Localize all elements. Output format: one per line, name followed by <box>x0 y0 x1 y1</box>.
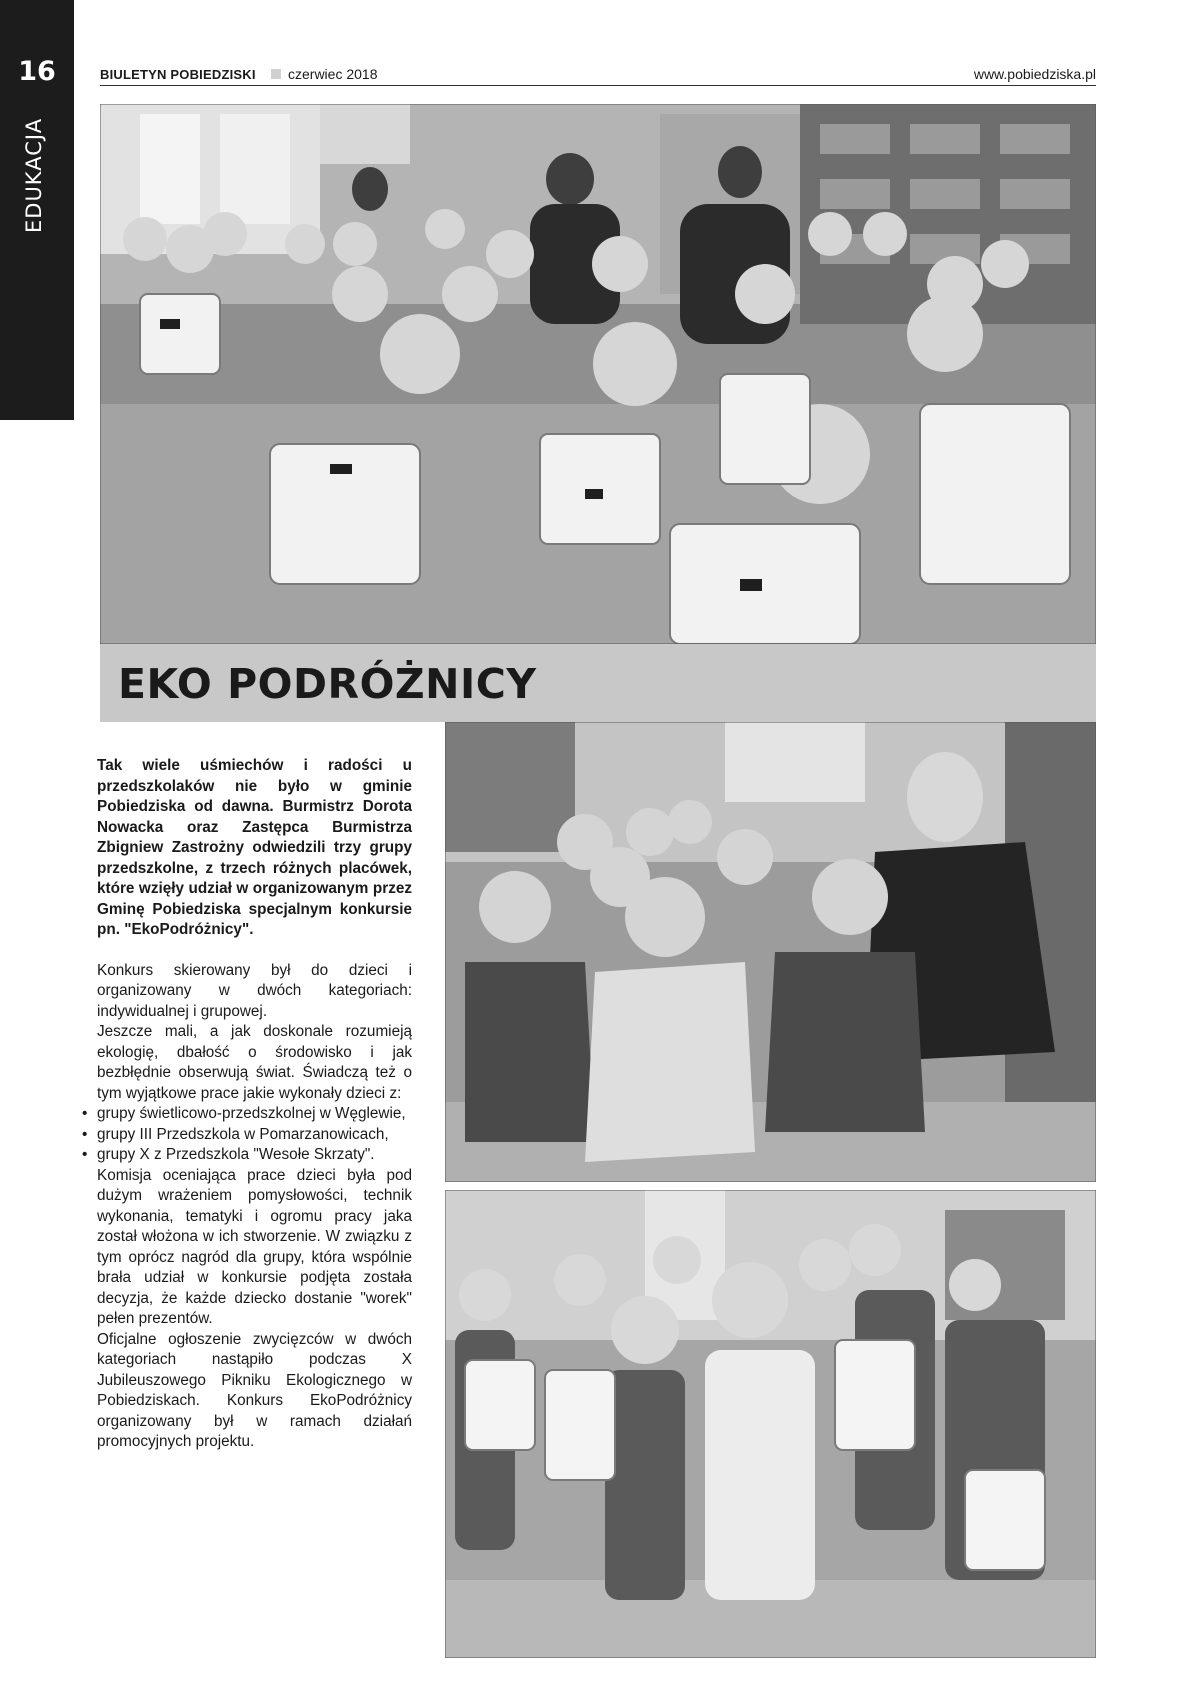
website-url: www.pobiedziska.pl <box>973 66 1096 82</box>
article-paragraph: Konkurs skierowany był do dzieci i organizowany w dwóch kategoriach: indywidualnej i grupowej. <box>97 961 412 1020</box>
list-item: • grupy X z Przedszkola "Wesołe Skrzaty". <box>97 1145 412 1166</box>
article-paragraph: Oficjalne ogłoszenie zwycięzców w dwóch kategoriach nastąpiło podczas X Jubileuszowego Pikniku Ekologicznego w Pobiedziskach. Konkurs EkoPodróżnicy organizowany był w ramach działań promocyjnych projektu. <box>97 1330 412 1450</box>
photo-children-standing <box>445 1190 1096 1658</box>
photo-children-with-deputy-mayor <box>445 722 1096 1182</box>
title-band <box>100 644 1096 722</box>
article-lead: Tak wiele uśmiechów i radości u przedszkolaków nie było w gminie Pobiedziska od dawna. Burmistrz Dorota Nowacka oraz Zastępca Burmistrza Zbigniew Zastrożny odwiedzili trzy grupy przedszkolne, z trzech różnych placówek, które wzięły udział w organizowanym przez Gminę Pobiedziska specjalnym konkursie pn. "EkoPodróżnicy". <box>97 757 412 938</box>
list-item: • grupy świetlicowo-przedszkolnej w Węglewie, <box>97 1104 412 1125</box>
section-sidebar <box>0 0 74 420</box>
list-item: • grupy III Przedszkola w Pomarzanowicach, <box>97 1125 412 1146</box>
article-paragraph: Jeszcze mali, a jak doskonale rozumieją ekologię, dbałość o środowisko i jak bezbłędnie obserwują świat. Świadczą też o tym wyjątkowe prace jakie wykonały dzieci z: <box>97 1023 412 1102</box>
header-separator <box>271 69 281 79</box>
page-header <box>100 65 1096 86</box>
photo-children-with-bags <box>100 104 1096 644</box>
article-paragraph: Komisja oceniająca prace dzieci była pod dużym wrażeniem pomysłowości, technik wykonania, tematyki i ogromu pracy jaka został włożona w ich stworzenie. W związku z tym oprócz nagród dla grupy, która wspólnie brała udział w konkursie podjęta została decyzja, że każde dziecko dostanie "worek" pełen prezentów. <box>97 1166 412 1327</box>
issue-date: czerwiec 2018 <box>288 66 378 82</box>
page-number: 16 <box>18 56 56 87</box>
article-body <box>97 756 412 1453</box>
publication-name: BIULETYN POBIEDZISKI <box>100 67 256 82</box>
group-list <box>97 1104 412 1166</box>
section-label: EDUKACJA <box>22 117 46 233</box>
article-title: EKO PODRÓŻNICY <box>118 660 537 708</box>
